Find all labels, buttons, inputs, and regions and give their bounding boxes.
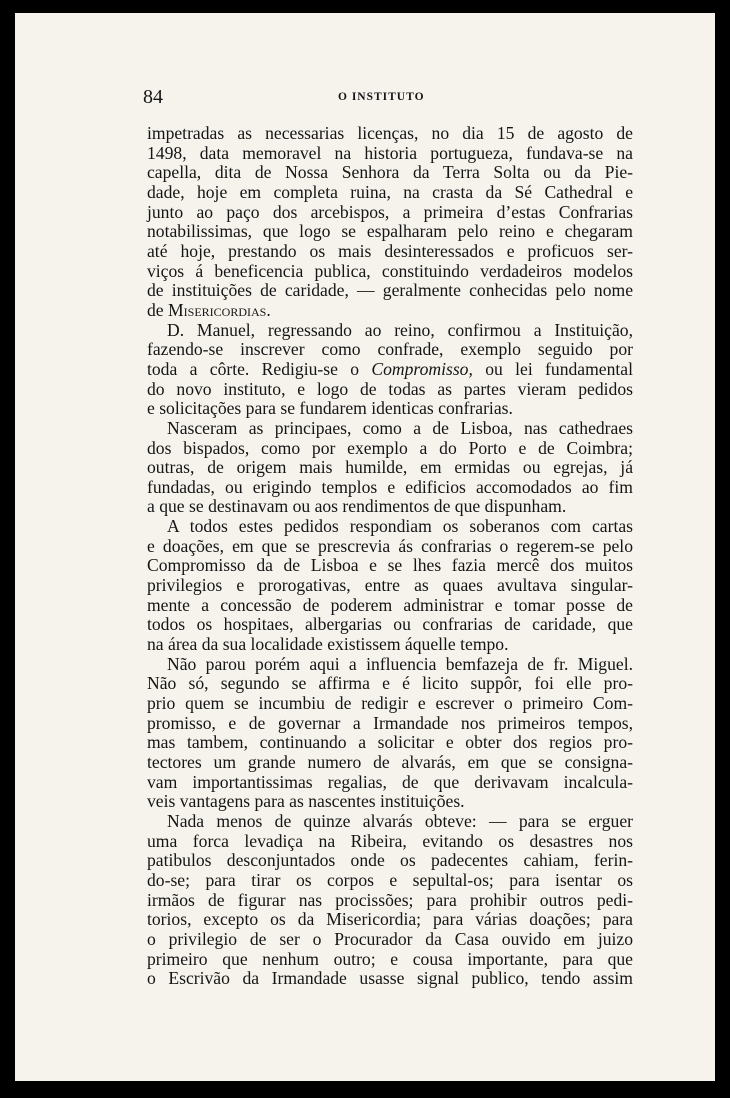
text-line: torios, excepto os da Misericordia; para várias doações; para xyxy=(147,909,633,930)
page-header xyxy=(143,86,643,110)
text-line: patibulos desconjuntados onde os padecentes cahiam, ferin- xyxy=(147,850,633,871)
text-line: de Misericordias. xyxy=(147,299,271,320)
text-line: Nada menos de quinze alvarás obteve: — para se erguer xyxy=(167,810,633,831)
italic-term: Compromisso, xyxy=(371,358,473,379)
text-line: viços á beneficencia publica, constituindo verdadeiros modelos xyxy=(147,260,633,281)
text-line: a que se destinavam ou aos rendimentos de que dispunham. xyxy=(147,496,567,517)
text-line: A todos estes pedidos respondiam os soberanos com cartas xyxy=(167,516,633,537)
text-line: de instituições de caridade, — geralmente conhecidas pelo nome xyxy=(147,280,633,301)
text-line: junto ao paço dos arcebispos, a primeira d’estas Confrarias xyxy=(147,201,633,222)
smallcaps-term: Misericordias xyxy=(168,299,267,320)
text-line: privilegios e prorogativas, entre as quaes avultava singular- xyxy=(147,575,633,596)
text-line: mas tambem, continuando a solicitar e obter dos regios pro- xyxy=(147,732,633,753)
text-line: e doações, em que se prescrevia ás confrarias o regerem-se pelo xyxy=(147,535,633,556)
text-line: toda a côrte. Redigiu-se o Compromisso, ou lei fundamental xyxy=(147,358,633,379)
text-line: Não parou porém aqui a influencia bemfazeja de fr. Miguel. xyxy=(167,653,633,674)
text-line: uma forca levadiça na Ribeira, evitando os desastres nos xyxy=(147,830,633,851)
text-line: veis vantagens para as nascentes instituições. xyxy=(147,791,465,812)
text-line: irmãos de figurar nas procissões; para prohibir outros pedi- xyxy=(147,889,633,910)
text-line: Não só, segundo se affirma e é licito suppôr, foi elle pro- xyxy=(147,673,633,694)
text-line: 1498, data memoravel na historia portugueza, fundava-se na xyxy=(147,142,633,163)
body-text xyxy=(147,124,633,989)
text-line: o privilegio de ser o Procurador da Casa ouvido em juizo xyxy=(147,928,633,949)
book-page xyxy=(15,13,715,1081)
page-number: 84 xyxy=(143,86,163,108)
text-line: fazendo-se inscrever como confrade, exemplo seguido por xyxy=(147,339,633,360)
text-line: mente a concessão de poderem administrar e tomar posse de xyxy=(147,594,633,615)
text-line: na área da sua localidade existissem áquelle tempo. xyxy=(147,634,509,655)
text-line: outras, de origem mais humilde, em ermidas ou egrejas, já xyxy=(147,457,633,478)
text-line: vam importantissimas regalias, de que derivavam incalcula- xyxy=(147,771,633,792)
text-line: prio quem se incumbiu de redigir e escrever o primeiro Com- xyxy=(147,693,633,714)
text-line: Compromisso da de Lisboa e se lhes fazia mercê dos muitos xyxy=(147,555,633,576)
text-line: capella, dita de Nossa Senhora da Terra Solta ou da Pie- xyxy=(147,162,633,183)
text-line: D. Manuel, regressando ao reino, confirmou a Instituição, xyxy=(167,319,633,340)
text-line: do novo instituto, e logo de todas as partes vieram pedidos xyxy=(147,378,633,399)
text-line: dade, hoje em completa ruina, na crasta da Sé Cathedral e xyxy=(147,181,633,202)
text-line: tectores um grande numero de alvarás, em que se consigna- xyxy=(147,752,633,772)
text-line: e solicitações para se fundarem identicas confrarias. xyxy=(147,398,513,419)
text-line: fundadas, ou erigindo templos e edificios accomodados ao fim xyxy=(147,476,633,497)
text-line: até hoje, prestando os mais desinteressados e proficuos ser- xyxy=(147,240,633,261)
text-line: do-se; para tirar os corpos e sepultal-os; para isentar os xyxy=(147,869,633,890)
text-line: promisso, e de governar a Irmandade nos primeiros tempos, xyxy=(147,712,633,733)
text-line: dos bispados, como por exemplo a do Porto e de Coimbra; xyxy=(147,437,633,458)
running-title: O INSTITUTO xyxy=(338,91,425,103)
text-line: impetradas as necessarias licenças, no dia 15 de agosto de xyxy=(147,123,633,143)
text-line: primeiro que nenhum outro; e cousa importante, para que xyxy=(147,948,633,969)
text-line: o Escrivão da Irmandade usasse signal publico, tendo assim xyxy=(147,968,633,989)
text-line: notabilissimas, que logo se espalharam pelo reino e chegaram xyxy=(147,221,633,242)
text-line: Nasceram as principaes, como a de Lisboa, nas cathedraes xyxy=(167,417,633,438)
text-line: todos os hospitaes, albergarias ou confrarias de caridade, que xyxy=(147,614,633,635)
